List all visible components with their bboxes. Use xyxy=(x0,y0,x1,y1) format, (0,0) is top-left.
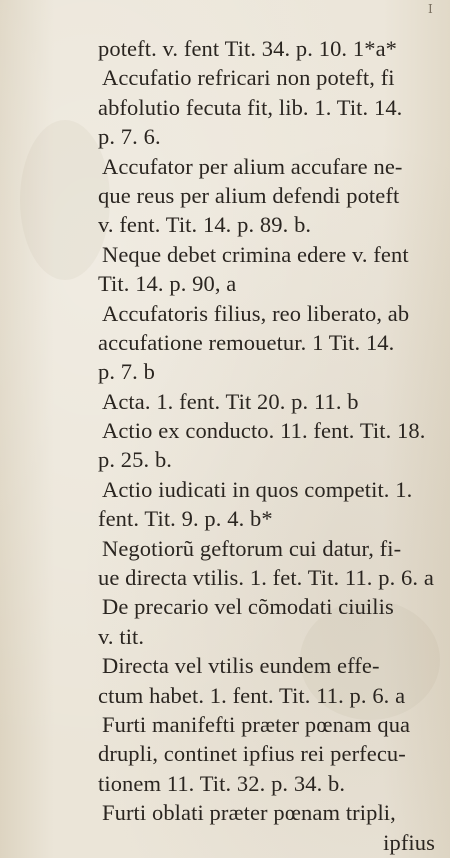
text-line: Neque debet crimina edere v. fent xyxy=(102,241,409,267)
text-line: Acta. 1. fent. Tit 20. p. 11. b xyxy=(102,388,359,414)
text-line: Accufator per alium accufare ne- xyxy=(102,153,403,179)
text-line: Tit. 14. p. 90, a xyxy=(98,271,237,297)
text-line: ctum habet. 1. fent. Tit. 11. p. 6. a xyxy=(98,682,406,708)
text-line: p. 7. b xyxy=(98,359,155,385)
text-line: Actio ex conducto. 11. fent. Tit. 18. xyxy=(102,418,426,444)
page-mark: I xyxy=(428,2,433,16)
text-line: v. fent. Tit. 14. p. 89. b. xyxy=(98,212,312,238)
text-line: De precario vel cõmodati ciuilis xyxy=(102,594,394,620)
text-line: drupli, continet ipfius rei perfecu- xyxy=(98,741,406,767)
text-line: p. 25. b. xyxy=(98,447,173,473)
text-column xyxy=(98,34,443,857)
text-line: accufatione remouetur. 1 Tit. 14. xyxy=(98,329,395,355)
text-line: ue directa vtilis. 1. fet. Tit. 11. p. 6. a xyxy=(98,565,434,591)
text-line: que reus per alium defendi poteft xyxy=(98,182,400,208)
text-line: tionem 11. Tit. 32. p. 34. b. xyxy=(98,770,346,796)
text-line: p. 7. 6. xyxy=(98,124,161,150)
catchword: ipfius xyxy=(383,829,435,855)
text-line: Accufatio refricari non poteft, fi xyxy=(102,65,395,91)
paper-stain xyxy=(20,120,110,280)
text-line: fent. Tit. 9. p. 4. b* xyxy=(98,506,273,532)
text-line: abfolutio fecuta fit, lib. 1. Tit. 14. xyxy=(98,94,403,120)
text-line: Furti manifefti præter pœnam qua xyxy=(102,711,411,737)
text-line: Furti oblati præter pœnam tripli, xyxy=(102,800,396,826)
text-line: Negotiorũ geftorum cui datur, fi- xyxy=(102,535,402,561)
text-line: Actio iudicati in quos competit. 1. xyxy=(102,476,413,502)
text-line: Directa vel vtilis eundem effe- xyxy=(102,653,380,679)
text-line: v. tit. xyxy=(98,623,145,649)
text-line: Accufatoris filius, reo liberato, ab xyxy=(102,300,410,326)
text-line: poteft. v. fent Tit. 34. p. 10. 1*a* xyxy=(98,36,398,61)
